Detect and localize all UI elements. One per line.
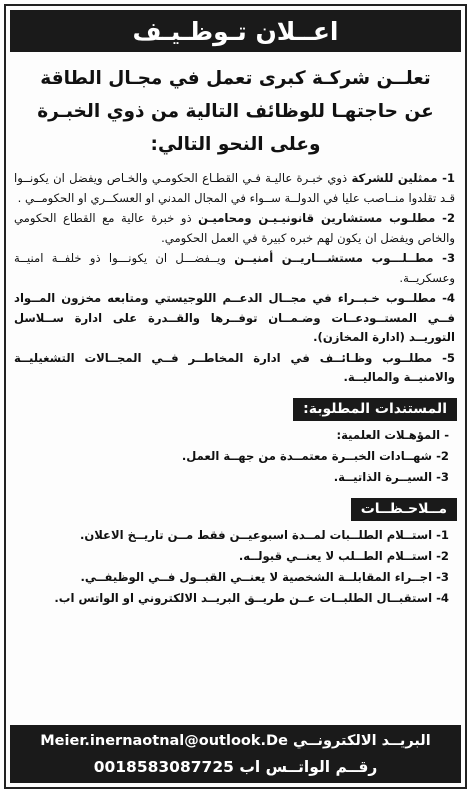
email-line — [10, 728, 461, 754]
job-item-text: ذوي خبـرة عاليـة فـي القطـاع الحكومـي والخـاص ويفضل ان يكونــوا قـد تقلدوا منــاصب عليا في الدولــة ســواء في المجال المدني او العسكــري او الحكومــي . — [14, 171, 455, 205]
notes-row-2: 2- استــلام الطــلب لا يعنــي قبولــه. — [238, 548, 449, 563]
whatsapp-label: رقــم الواتــس اب — [239, 758, 378, 776]
job-advertisement — [4, 4, 467, 789]
documents-heading: المستندات المطلوبة: — [293, 398, 457, 421]
documents-list — [6, 425, 465, 488]
job-item-text: ذو خبرة عالية مع القطاع الحكومي والخاص ويفضل ان يكون لهم خبره كبيرة في العمل الحكومي. — [14, 211, 455, 245]
headline — [6, 62, 465, 161]
title-banner — [10, 10, 461, 52]
job-item-1 — [14, 169, 455, 208]
headline-line-2: عن حاجتهـا للوظائف التالية من ذوي الخبـرة — [37, 101, 434, 122]
job-item-text: ويــفضـــل ان يكونـــوا ذو خلفــة امنيــة وعسكريــة. — [14, 251, 455, 285]
headline-line-3: وعلى النحو التالي: — [150, 134, 321, 155]
notes-row-3: 3- اجــراء المقابلــة الشخصية لا يعنــي القبــول فــي الوظيفــي. — [80, 569, 449, 584]
documents-row-1: - المؤهـلات العلمية: — [336, 427, 449, 442]
documents-row-3: 3- السيــرة الذاتيــة. — [333, 469, 449, 484]
notes-list — [6, 525, 465, 609]
job-list — [6, 169, 465, 388]
job-item-lead: 3- مطــلـــوب مستشـــاريــن أمنيــن — [234, 251, 456, 265]
documents-row-2: 2- شهــادات الخبــرة معتمــدة من جهــة العمل. — [181, 448, 449, 463]
notes-heading: مــلاحـظــات — [351, 498, 457, 521]
job-item-4 — [14, 289, 455, 348]
job-item-lead: 2- مطلـوب مستشارين قانونيـيـن ومحاميـن — [198, 211, 456, 225]
headline-line-1: تعلــن شركـة كبرى تعمل في مجـال الطاقة — [40, 68, 431, 89]
whatsapp-number[interactable]: 0018583087725 — [93, 758, 234, 776]
job-item-lead: 4- مطلــوب خـبــراء في مجــال الدعــم اللوجيستي ومتابعه مخزون المــواد فــي المستــودعــات وضـمــان توفــرها والقــدرة على ادارة ســلاسل التوريــد (ادارة المخازن). — [14, 291, 455, 344]
email-label: البريــد الالكترونــي — [292, 733, 431, 749]
job-item-lead: 1- ممثلين للشركة — [351, 171, 455, 185]
email-address[interactable]: Meier.inernaotnal@outlook.De — [40, 733, 288, 749]
job-item-2 — [14, 209, 455, 248]
banner-title: اعــلان تـوظـيـف — [132, 16, 339, 46]
notes-row-1: 1- استــلام الطلــبات لمــدة اسبوعيــن فقط مــن تاريــخ الاعلان. — [79, 527, 449, 542]
job-item-lead: 5- مطلــوب وظـائــف في ادارة المخاطــر فــي المجــالات التشغيليــة والامنيــة والماليــة. — [14, 350, 455, 384]
contact-footer — [10, 725, 461, 783]
notes-row-4: 4- استقبــال الطلبــات عــن طريــق البريــد الالكتروني او الواتس اب. — [54, 590, 449, 605]
job-item-3 — [14, 249, 455, 288]
job-item-5 — [14, 349, 455, 388]
whatsapp-line — [10, 754, 461, 780]
